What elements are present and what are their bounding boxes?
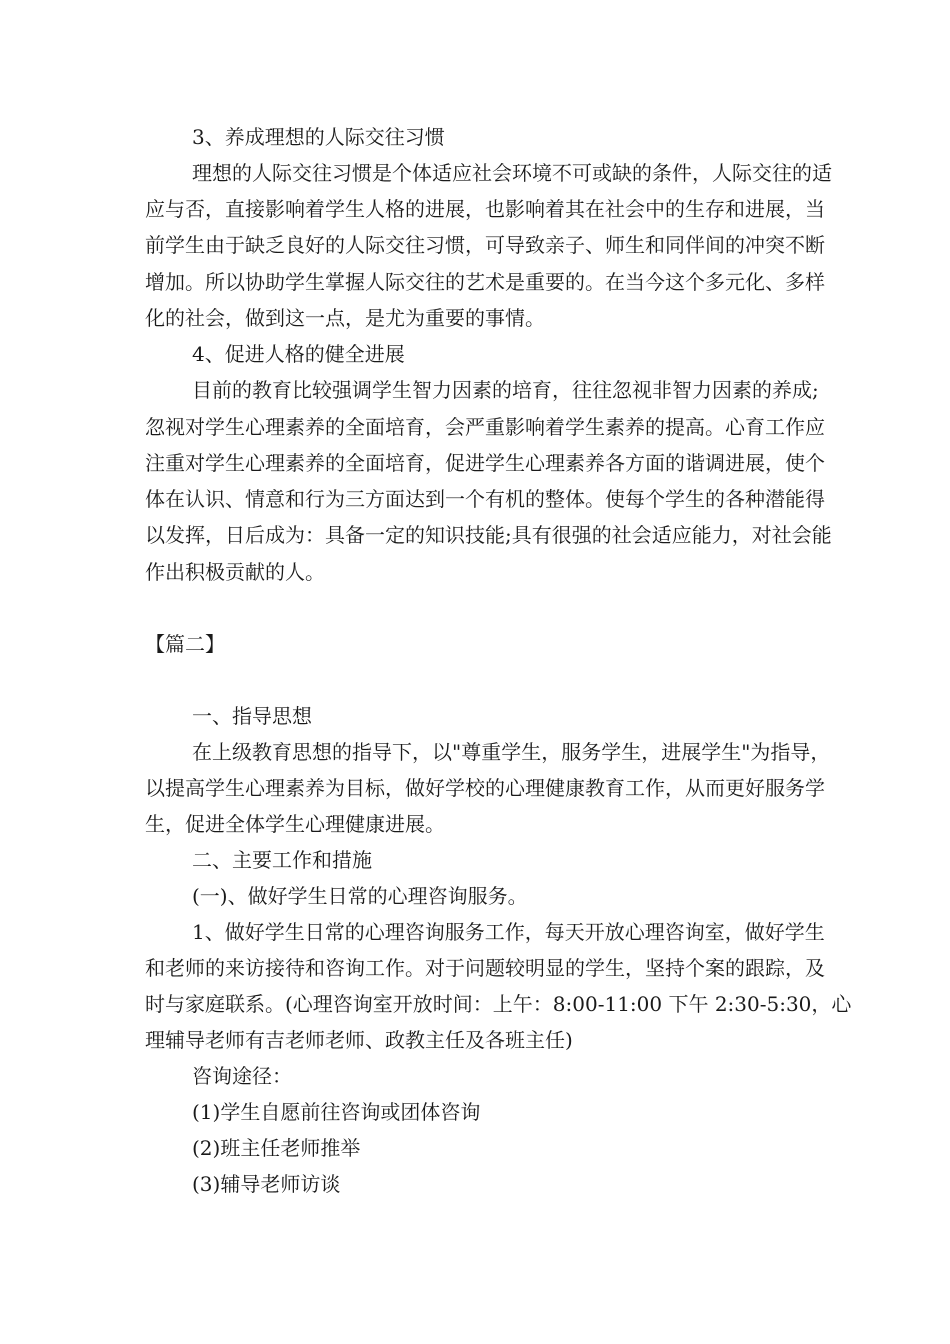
heading-3: 3、养成理想的人际交往习惯 (192, 125, 445, 149)
paragraph-3-line-4: 增加。所以协助学生掌握人际交往的艺术是重要的。在当今这个多元化、多样 (145, 270, 825, 294)
paragraph-4-line-3: 注重对学生心理素养的全面培育，促进学生心理素养各方面的谐调进展，使个 (145, 451, 825, 475)
paragraph-3-line-5: 化的社会，做到这一点，是尤为重要的事情。 (145, 306, 545, 330)
item-1-line-2: 和老师的来访接待和咨询工作。对于问题较明显的学生，坚持个案的跟踪，及 (145, 956, 825, 980)
paragraph-3-line-2: 应与否，直接影响着学生人格的进展，也影响着其在社会中的生存和进展，当 (145, 197, 825, 221)
channel-item-3: (3)辅导老师访谈 (192, 1172, 341, 1196)
item-1-line-4: 理辅导老师有吉老师老师、政教主任及各班主任) (145, 1028, 573, 1052)
paragraph-guiding-line-3: 生，促进全体学生心理健康进展。 (145, 812, 445, 836)
channel-item-2: (2)班主任老师推举 (192, 1136, 361, 1160)
paragraph-3-line-3: 前学生由于缺乏良好的人际交往习惯，可导致亲子、师生和同伴间的冲突不断 (145, 233, 825, 257)
paragraph-4-line-4: 体在认识、情意和行为三方面达到一个有机的整体。使每个学生的各种潜能得 (145, 487, 825, 511)
item-1-line-3: 时与家庭联系。(心理咨询室开放时间：上午：8:00-11:00 下午 2:30-5:30，心 (145, 992, 852, 1016)
heading-4: 4、促进人格的健全进展 (192, 342, 405, 366)
paragraph-guiding-line-1: 在上级教育思想的指导下，以"尊重学生，服务学生，进展学生"为指导， (192, 740, 831, 764)
paragraph-4-line-5: 以发挥，日后成为：具备一定的知识技能;具有很强的社会适应能力，对社会能 (145, 523, 832, 547)
paragraph-3-line-1: 理想的人际交往习惯是个体适应社会环境不可或缺的条件，人际交往的适 (192, 161, 832, 185)
channels-label: 咨询途径： (192, 1064, 292, 1088)
paragraph-4-line-6: 作出积极贡献的人。 (145, 560, 325, 584)
heading-main-work: 二、主要工作和措施 (192, 848, 372, 872)
heading-guiding-thought: 一、指导思想 (192, 704, 312, 728)
paragraph-guiding-line-2: 以提高学生心理素养为目标，做好学校的心理健康教育工作，从而更好服务学 (145, 776, 825, 800)
item-1-line-1: 1、做好学生日常的心理咨询服务工作，每天开放心理咨询室，做好学生 (192, 920, 825, 944)
section-mark: 【篇二】 (145, 632, 225, 656)
paragraph-4-line-2: 忽视对学生心理素养的全面培育，会严重影响着学生素养的提高。心育工作应 (145, 415, 825, 439)
channel-item-1: (1)学生自愿前往咨询或团体咨询 (192, 1100, 481, 1124)
paragraph-4-line-1: 目前的教育比较强调学生智力因素的培育，往往忽视非智力因素的养成; (192, 378, 819, 402)
subheading-counseling: (一)、做好学生日常的心理咨询服务。 (192, 884, 528, 908)
